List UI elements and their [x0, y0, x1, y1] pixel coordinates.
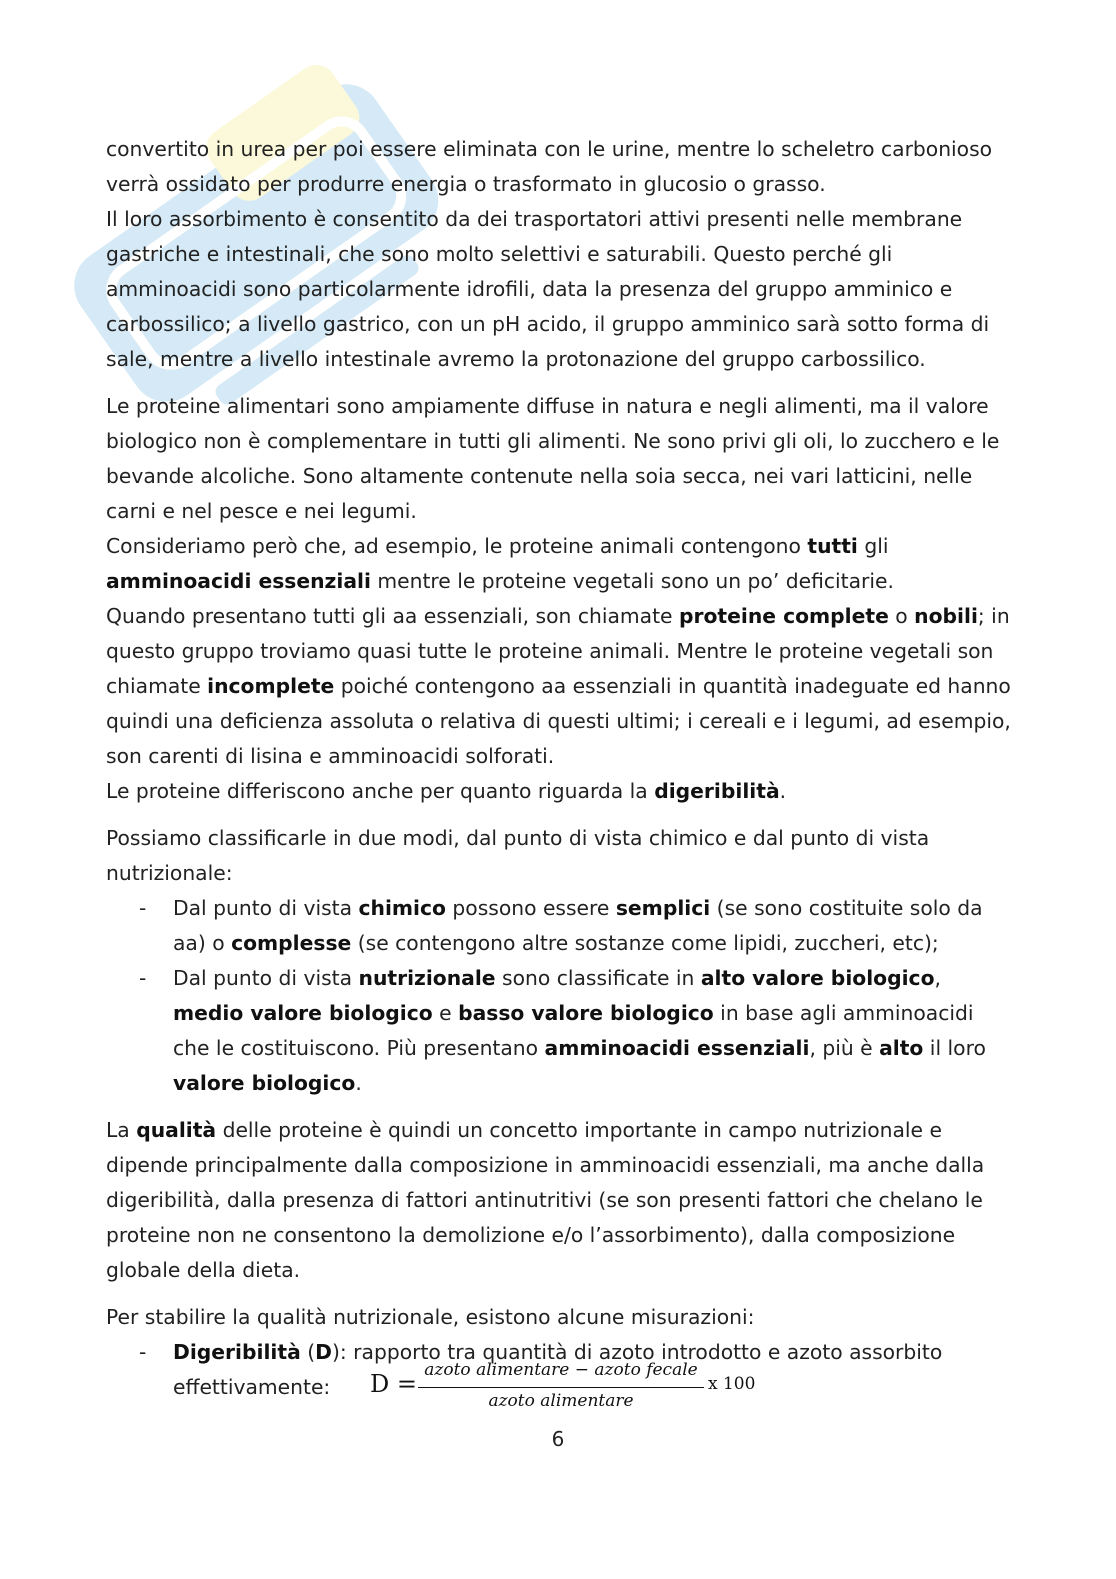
text-run: o: [888, 604, 915, 628]
text-run: Quando presentano tutti gli aa essenziali, son chiamate: [106, 604, 679, 628]
text-run: sono classificate in: [495, 966, 701, 990]
formula-multiplier: x 100: [708, 1374, 756, 1394]
bold-term: complesse: [231, 931, 352, 955]
text-run: (: [300, 1340, 316, 1364]
bold-term: D: [315, 1340, 332, 1364]
dash-bullet: -: [139, 1340, 147, 1364]
text-run: .: [355, 1071, 362, 1095]
paragraph: convertito in urea per poi essere eliminata con le urine, mentre lo scheletro carbonioso verrà ossidato per produrre energia o trasformato in glucosio o grasso.: [106, 137, 993, 196]
text-run: possono essere: [445, 896, 616, 920]
document-body: [106, 132, 1016, 1405]
text-run: Le proteine differiscono anche per quanto riguarda la: [106, 779, 655, 803]
bold-term: qualità: [136, 1118, 217, 1142]
text-run: La: [106, 1118, 137, 1142]
paragraph: Possiamo classificarle in due modi, dal punto di vista chimico e dal punto di vista nutrizionale:: [106, 826, 930, 885]
text-run: e: [432, 1001, 459, 1025]
paragraph: [106, 1113, 1016, 1288]
text-run: poiché contengono aa essenziali in quantità inadeguate ed hanno quindi una deficienza assoluta o relativa di questi ultimi; i cereali e i legumi, ad esempio, son carenti di lisina e amminoacidi solforati.: [106, 674, 1011, 768]
text-run: ): rapporto tra quantità di azoto introdotto e azoto assorbito effettivamente:: [173, 1340, 943, 1399]
bold-term: alto valore biologico: [700, 966, 935, 990]
paragraph: Le proteine alimentari sono ampiamente diffuse in natura e negli alimenti, ma il valore biologico non è complementare in tutti gli alimenti. Ne sono privi gli oli, lo zucchero e le bevande alcoliche. Sono altamente contenute nella soia secca, nei vari latticini, nelle carni e nel pesce e nei legumi.: [106, 394, 1000, 523]
bold-term: incomplete: [207, 674, 335, 698]
bold-term: alto: [879, 1036, 924, 1060]
text-run: ,: [934, 966, 941, 990]
fraction-bar: [418, 1387, 704, 1388]
text-run: mentre le proteine vegetali sono un po’ deficitarie.: [370, 569, 894, 593]
bold-term: medio valore biologico: [173, 1001, 433, 1025]
text-run: , più è: [809, 1036, 880, 1060]
bold-term: amminoacidi essenziali: [544, 1036, 810, 1060]
formula-denominator: azoto alimentare: [488, 1391, 634, 1411]
bold-term: nobili: [914, 604, 978, 628]
list-item: [106, 961, 1016, 1101]
bold-term: Digeribilità: [173, 1340, 301, 1364]
classification-list: [106, 891, 1016, 1101]
bold-term: semplici: [615, 896, 711, 920]
text-run: .: [779, 779, 787, 803]
bold-term: amminoacidi essenziali: [106, 569, 371, 593]
bold-term: digeribilità: [654, 779, 780, 803]
digestibility-formula: [370, 1360, 770, 1416]
text-run: gli: [857, 534, 889, 558]
text-run: Consideriamo però che, ad esempio, le proteine animali contengono: [106, 534, 808, 558]
text-run: (se sono costituite solo da aa) o: [173, 896, 983, 955]
text-run: in base agli amminoacidi che le costituiscono. Più presentano: [173, 1001, 974, 1060]
dash-bullet: -: [139, 896, 147, 920]
bold-term: nutrizionale: [358, 966, 496, 990]
text-run: delle proteine è quindi un concetto importante in campo nutrizionale e dipende principalmente dalla composizione in amminoacidi essenziali, ma anche dalla digeribilità, dalla presenza di fattori antinutritivi (se son presenti fattori che chelano le proteine non ne consentono la demolizione e/o l’assorbimento), dalla composizione globale della dieta.: [106, 1118, 985, 1282]
bold-term: proteine complete: [678, 604, 889, 628]
text-run: (se contengono altre sostanze come lipidi, zuccheri, etc);: [351, 931, 939, 955]
formula-lhs: D =: [370, 1370, 417, 1398]
paragraph: [106, 599, 1016, 774]
bold-term: basso valore biologico: [458, 1001, 714, 1025]
bold-term: tutti: [807, 534, 858, 558]
text-run: ; in questo gruppo troviamo quasi tutte le proteine animali. Mentre le proteine vegetali son chiamate: [106, 604, 1010, 698]
paragraph: [106, 774, 1016, 809]
page-number: 6: [551, 1427, 565, 1451]
text-run: Dal punto di vista: [173, 966, 359, 990]
text-run: Dal punto di vista: [173, 896, 359, 920]
text-run: il loro: [923, 1036, 986, 1060]
dash-bullet: -: [139, 966, 147, 990]
list-item: [106, 891, 1016, 961]
formula-numerator: azoto alimentare − azoto fecale: [424, 1360, 698, 1380]
bold-term: valore biologico: [173, 1071, 356, 1095]
bold-term: chimico: [358, 896, 446, 920]
paragraph: Il loro assorbimento è consentito da dei trasportatori attivi presenti nelle membrane gastriche e intestinali, che sono molto selettivi e saturabili. Questo perché gli amminoacidi sono particolarmente idrofili, data la presenza del gruppo amminico e carbossilico; a livello gastrico, con un pH acido, il gruppo amminico sarà sotto forma di sale, mentre a livello intestinale avremo la protonazione del gruppo carbossilico.: [106, 207, 990, 371]
paragraph: [106, 529, 1016, 599]
paragraph: Per stabilire la qualità nutrizionale, esistono alcune misurazioni:: [106, 1305, 755, 1329]
